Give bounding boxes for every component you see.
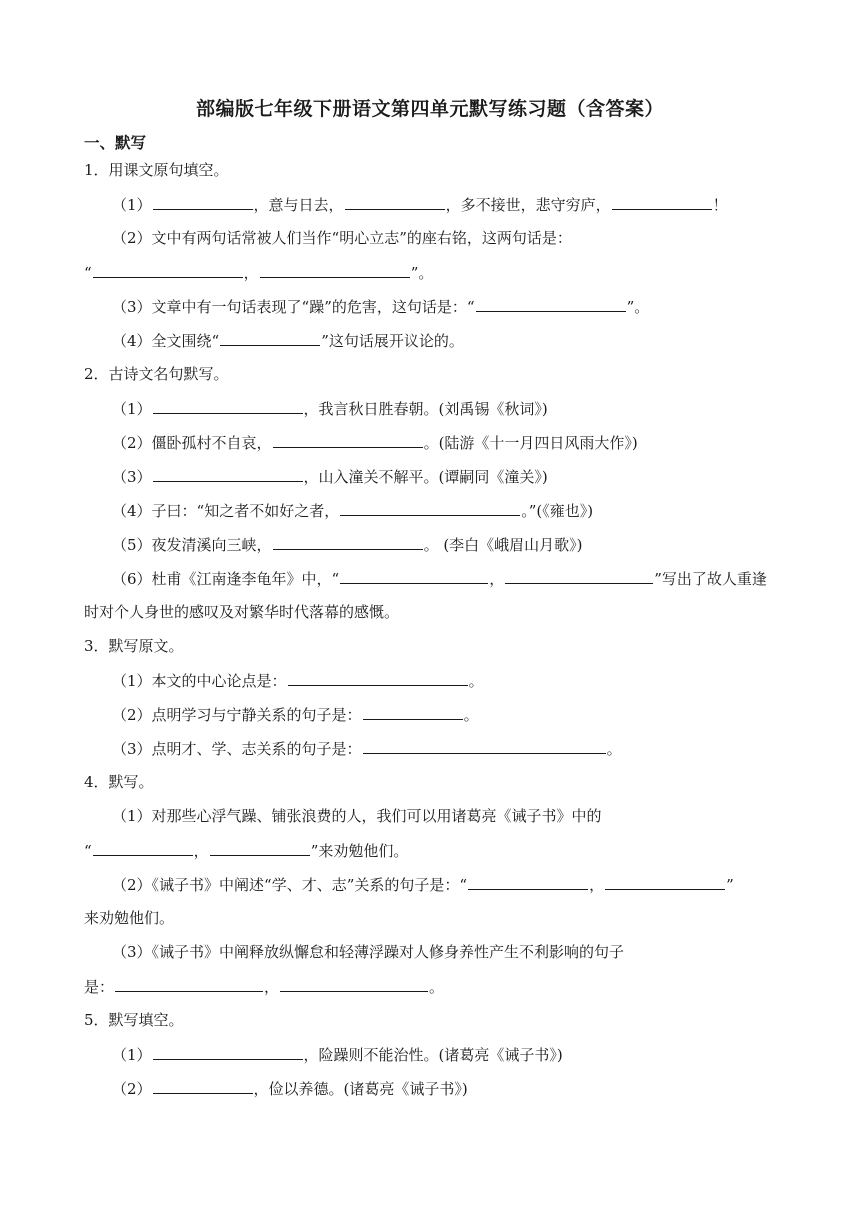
question-3-3: （3）点明才、学、志关系的句子是： 。 — [112, 740, 622, 758]
question-2-stem: 2．古诗文名句默写。 — [84, 365, 229, 383]
answer-blank[interactable] — [220, 330, 320, 346]
question-2-5: （5）夜发清溪向三峡， 。 (李白《峨眉山月歌》) — [112, 536, 583, 554]
answer-blank[interactable] — [115, 976, 263, 992]
answer-blank[interactable] — [345, 194, 445, 210]
question-4-3: （3）《诫子书》中阐释放纵懈怠和轻薄浮躁对人修身养性产生不利影响的句子 — [112, 943, 625, 961]
answer-blank[interactable] — [93, 840, 193, 856]
question-2-4: （4）子曰：“知之者不如好之者， 。”(《雍也》) — [112, 502, 594, 520]
page-title: 部编版七年级下册语文第四单元默写练习题（含答案） — [195, 98, 664, 120]
answer-blank[interactable] — [340, 500, 520, 516]
answer-blank[interactable] — [153, 398, 303, 414]
answer-blank[interactable] — [153, 194, 253, 210]
question-4-2: （2）《诫子书》中阐述“学、才、志”关系的句子是：“ ， ” — [112, 876, 734, 894]
question-2-6-cont: 时对个人身世的感叹及对繁华时代落幕的感慨。 — [84, 603, 400, 621]
question-4-1: （1）对那些心浮气躁、铺张浪费的人，我们可以用诸葛亮《诫子书》中的 — [112, 807, 602, 825]
answer-blank[interactable] — [153, 1078, 253, 1094]
answer-blank[interactable] — [273, 534, 423, 550]
question-4-1-cont: “ ， ”来劝勉他们。 — [84, 842, 409, 860]
question-3-stem: 3．默写原文。 — [84, 637, 184, 655]
answer-blank[interactable] — [363, 738, 606, 754]
question-4-2-cont: 来劝勉他们。 — [84, 909, 175, 927]
question-3-1: （1）本文的中心论点是： 。 — [112, 672, 484, 690]
question-2-3: （3） ，山入潼关不解平。(谭嗣同《潼关》) — [112, 468, 548, 486]
question-2-6: （6）杜甫《江南逢李龟年》中，“ ， ”写出了故人重逢 — [112, 570, 767, 588]
answer-blank[interactable] — [210, 840, 310, 856]
question-2-2: （2）僵卧孤村不自哀， 。(陆游《十一月四日风雨大作》) — [112, 434, 638, 452]
question-5-1: （1） ，险躁则不能治性。(诸葛亮《诫子书》) — [112, 1046, 563, 1064]
answer-blank[interactable] — [273, 432, 423, 448]
question-1-3: （3）文章中有一句话表现了“躁”的危害，这句话是：“ ”。 — [112, 298, 650, 316]
section-heading: 一、默写 — [84, 134, 147, 152]
answer-blank[interactable] — [93, 262, 243, 278]
answer-blank[interactable] — [612, 194, 712, 210]
answer-blank[interactable] — [260, 262, 410, 278]
question-1-2: （2）文中有两句话常被人们当作“明心立志”的座右铭，这两句话是： — [112, 229, 572, 247]
answer-blank[interactable] — [153, 466, 303, 482]
answer-blank[interactable] — [280, 976, 428, 992]
question-4-stem: 4．默写。 — [84, 773, 154, 791]
answer-blank[interactable] — [605, 874, 725, 890]
answer-blank[interactable] — [505, 568, 653, 584]
answer-blank[interactable] — [340, 568, 488, 584]
question-4-3-cont: 是： ， 。 — [84, 978, 445, 996]
question-2-1: （1） ，我言秋日胜春朝。(刘禹锡《秋词》) — [112, 400, 548, 418]
question-1-stem: 1．用课文原句填空。 — [84, 161, 229, 179]
question-1-2-cont: “ ， ”。 — [84, 264, 434, 282]
answer-blank[interactable] — [468, 874, 588, 890]
answer-blank[interactable] — [476, 296, 626, 312]
answer-blank[interactable] — [363, 704, 463, 720]
answer-blank[interactable] — [153, 1044, 303, 1060]
question-3-2: （2）点明学习与宁静关系的句子是： 。 — [112, 706, 479, 724]
question-5-2: （2） ，俭以养德。(诸葛亮《诫子书》) — [112, 1080, 468, 1098]
question-1-4: （4）全文围绕“ ”这句话展开议论的。 — [112, 332, 464, 350]
question-1-1: （1） ，意与日去， ，多不接世，悲守穷庐， ！ — [112, 196, 728, 214]
question-5-stem: 5．默写填空。 — [84, 1011, 184, 1029]
answer-blank[interactable] — [288, 670, 468, 686]
